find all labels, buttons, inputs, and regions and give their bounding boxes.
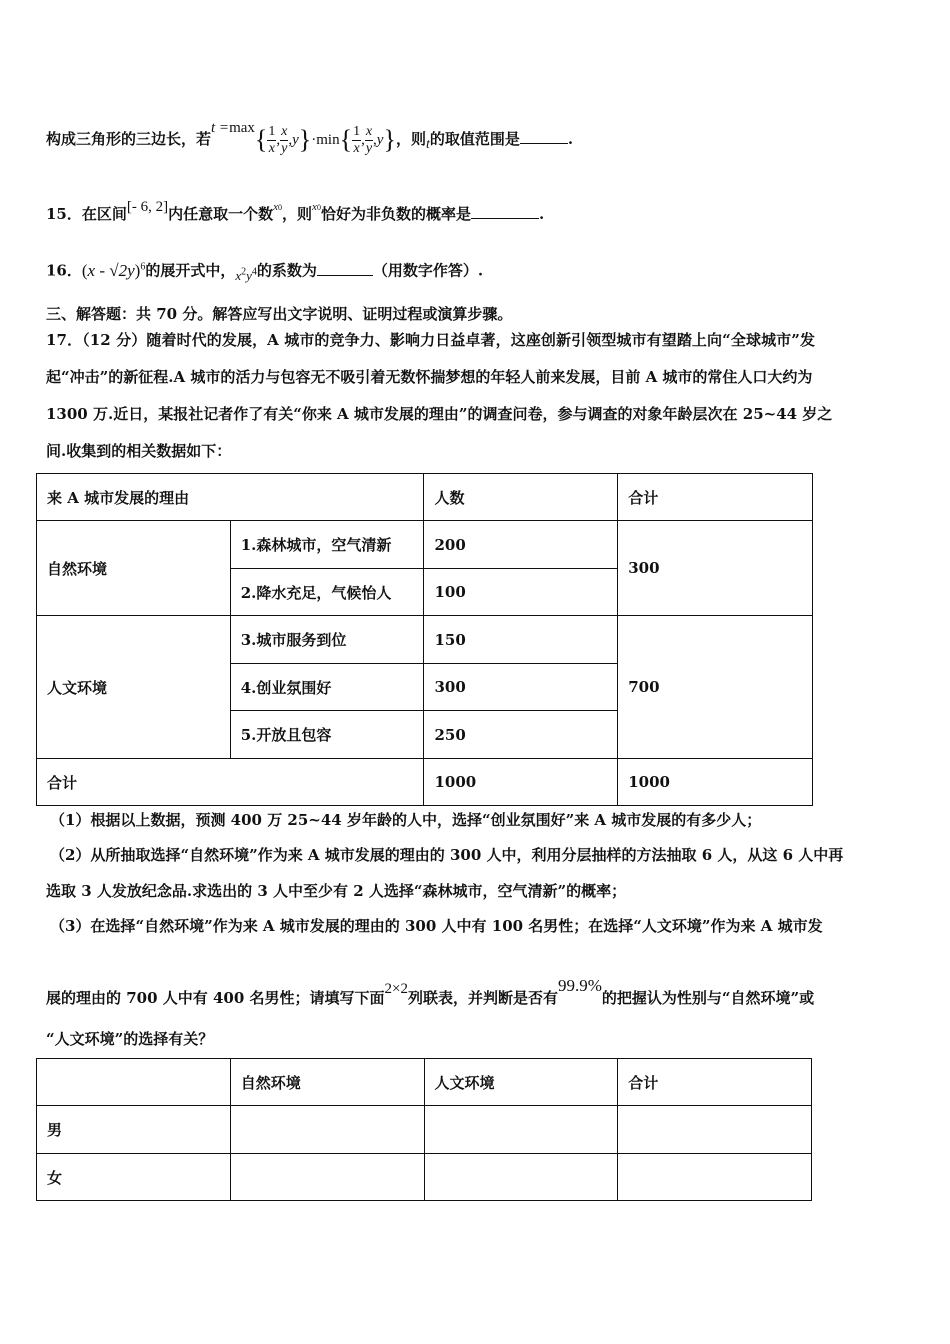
header-natural: 自然环境 bbox=[230, 1059, 424, 1106]
q16-num: 16． bbox=[46, 261, 82, 280]
part-2-line-b: 选取 3 人发放纪念品.求选出的 3 人中至少有 2 人选择“森林城市，空气清新”的概率； bbox=[46, 882, 627, 900]
table-total-row bbox=[37, 759, 813, 806]
q15-x0-b: x0 bbox=[312, 201, 321, 213]
table-row-female bbox=[37, 1154, 812, 1201]
row-label-male: 男 bbox=[37, 1106, 231, 1154]
q14-text-b: ，则 bbox=[395, 130, 426, 148]
part-3-line-a: （3）在选择“自然环境”作为来 A 城市发展的理由的 300 人中有 100 名男性；在选择“人文环境”作为来 A 城市发 bbox=[50, 917, 823, 935]
header-reason: 来 A 城市发展的理由 bbox=[37, 474, 424, 521]
q15-interval: [- 6, 2] bbox=[126, 199, 169, 215]
section-3-heading: 三、解答题：共 70 分。解答应写出文字说明、证明过程或演算步骤。 bbox=[46, 305, 513, 323]
q15-line: 15．在区间[- 6, 2]内任意取一个数$^{x0}$，则$^{x0}$恰好为非负数的概率是 . bbox=[46, 199, 545, 223]
q15-num: 15．在区间 bbox=[46, 205, 127, 223]
count-cell: 150 bbox=[424, 616, 618, 664]
table-row bbox=[37, 616, 813, 664]
q15-answer-blank[interactable] bbox=[471, 204, 539, 219]
q14-frac-xy: $\frac{x}{y}$ bbox=[281, 123, 288, 156]
count-cell: 200 bbox=[424, 521, 618, 569]
header-cultural: 人文环境 bbox=[424, 1059, 618, 1106]
table-row-male bbox=[37, 1106, 812, 1154]
q14-line: 构成三角形的三边长，若t =max{ $\frac{1}{x}$ , $\frac{x}{y}$ ,y}·min{ $\frac{1}{x}$ , $\frac{x}{y}$ ,y}，则t的取值范围是 . bbox=[46, 120, 574, 156]
part-3-line-b: 展的理由的 700 人中有 400 名男性；请填写下面2×2列联表，并判断是否有99.9%的把握认为性别与“自然环境”或 bbox=[46, 976, 815, 1007]
header-total: 合计 bbox=[618, 1059, 812, 1106]
q14-text-c: 的取值范围是 bbox=[429, 130, 520, 148]
group-natural: 自然环境 bbox=[37, 521, 231, 616]
q14-t: t = bbox=[211, 120, 230, 136]
table-size: 2×2 bbox=[384, 981, 408, 997]
reasons-table bbox=[36, 473, 813, 806]
q14-text-a: 构成三角形的三边长，若 bbox=[46, 130, 212, 148]
cell-female-cultural[interactable] bbox=[424, 1154, 618, 1201]
reason-cell: 1.森林城市，空气清新 bbox=[230, 521, 424, 569]
confidence-level: 99.9% bbox=[558, 976, 602, 995]
count-cell: 250 bbox=[424, 711, 618, 759]
total-label: 合计 bbox=[37, 759, 424, 806]
q14-frac-1x-b: $\frac{1}{x}$ bbox=[353, 123, 361, 156]
q14-t-var: t bbox=[425, 137, 430, 152]
header-count: 人数 bbox=[424, 474, 618, 521]
reason-cell: 5.开放且包容 bbox=[230, 711, 424, 759]
cell-male-total[interactable] bbox=[618, 1106, 812, 1154]
part-1: （1）根据以上数据，预测 400 万 25~44 岁年龄的人中，选择“创业氛围好”来 A 城市发展的有多少人； bbox=[50, 811, 762, 829]
reason-cell: 2.降水充足，气候怡人 bbox=[230, 569, 424, 616]
q14-min: ·min bbox=[311, 132, 340, 148]
q15-x0: x0 bbox=[273, 201, 283, 213]
q16-term: $x^2y^4$ bbox=[235, 266, 257, 283]
cell-female-natural[interactable] bbox=[230, 1154, 424, 1201]
q14-frac-1x: $\frac{1}{x}$ bbox=[268, 123, 276, 156]
reason-cell: 3.城市服务到位 bbox=[230, 616, 424, 664]
q16-expr: (x - √2y)$^6$ bbox=[81, 260, 146, 280]
q17-line-3: 1300 万.近日，某报社记者作了有关“你来 A 城市发展的理由”的调查问卷，参与调查的对象年龄层次在 25~44 岁之 bbox=[46, 405, 833, 423]
group-cultural: 人文环境 bbox=[37, 616, 231, 759]
count-cell: 100 bbox=[424, 569, 618, 616]
q17-line-2: 起“冲击”的新征程.A 城市的活力与包容无不吸引着无数怀揣梦想的年轻人前来发展，目前 A 城市的常住人口大约为 bbox=[46, 368, 813, 386]
subtotal-natural: 300 bbox=[618, 521, 813, 616]
cell-male-natural[interactable] bbox=[230, 1106, 424, 1154]
header-total: 合计 bbox=[618, 474, 813, 521]
table-row bbox=[37, 521, 813, 569]
q17-line-4: 间.收集到的相关数据如下： bbox=[46, 442, 232, 460]
header-empty bbox=[37, 1059, 231, 1106]
q17-line-1: 17．（12 分）随着时代的发展，A 城市的竞争力、影响力日益卓著，这座创新引领型城市有望踏上向“全球城市”发 bbox=[46, 331, 816, 349]
q14-frac-xy-b: $\frac{x}{y}$ bbox=[365, 123, 373, 156]
q14-answer-blank[interactable] bbox=[520, 129, 568, 144]
table-header-row bbox=[37, 1059, 812, 1106]
q14-max: max bbox=[229, 120, 255, 136]
contingency-table bbox=[36, 1058, 812, 1201]
total-count: 1000 bbox=[424, 759, 618, 806]
cell-male-cultural[interactable] bbox=[424, 1106, 618, 1154]
part-2-line-a: （2）从所抽取选择“自然环境”作为来 A 城市发展的理由的 300 人中，利用分层抽样的方法抽取 6 人，从这 6 人中再 bbox=[50, 846, 844, 864]
q16-line: 16．(x - √2y)$^6$的展开式中，$x^2y^4$的系数为 （用数字作答）. bbox=[46, 260, 484, 283]
subtotal-cultural: 700 bbox=[618, 616, 813, 759]
total-sum: 1000 bbox=[618, 759, 813, 806]
part-3-line-c: “人文环境”的选择有关？ bbox=[46, 1030, 214, 1048]
cell-female-total[interactable] bbox=[618, 1154, 812, 1201]
count-cell: 300 bbox=[424, 664, 618, 711]
table-header-row bbox=[37, 474, 813, 521]
reason-cell: 4.创业氛围好 bbox=[230, 664, 424, 711]
row-label-female: 女 bbox=[37, 1154, 231, 1201]
q16-answer-blank[interactable] bbox=[317, 261, 373, 276]
